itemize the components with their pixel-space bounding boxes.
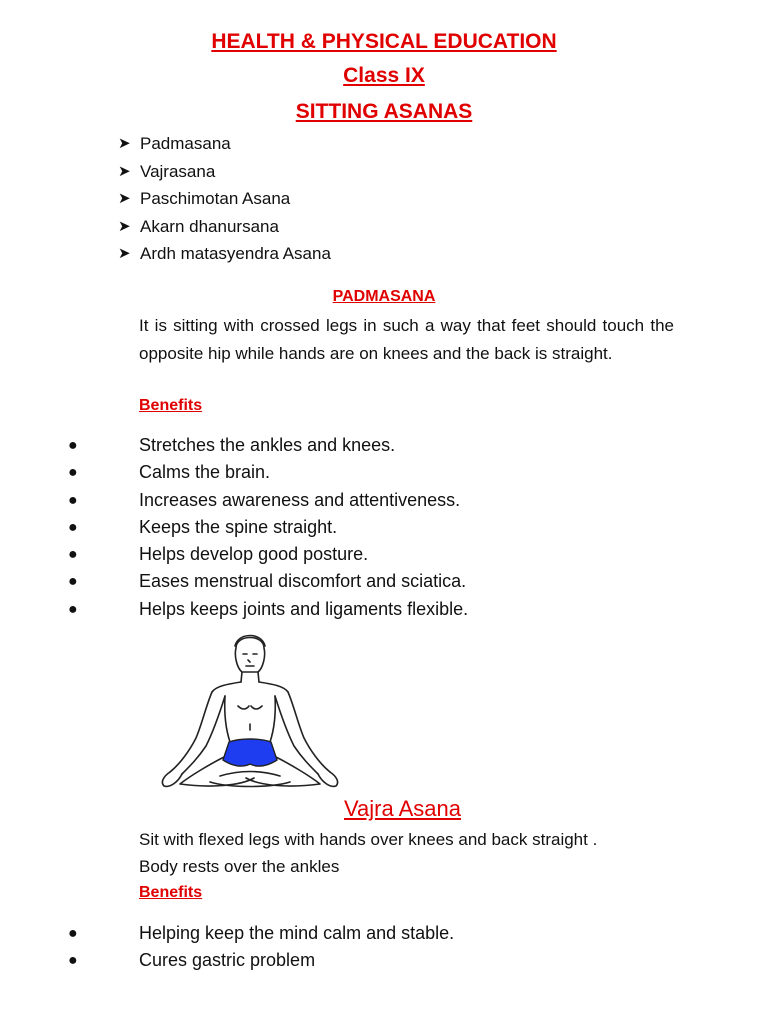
bullet-icon: ● [68,546,78,564]
vajrasana-benefits-label: Benefits [139,884,203,901]
arrow-bullet-icon: ➤ [118,190,131,207]
arrow-bullet-icon: ➤ [118,162,131,180]
arrow-bullet-icon: ➤ [118,217,131,235]
vajrasana-description-line1: Sit with flexed legs with hands over knees and back straight . [139,830,598,849]
bullet-icon: ● [68,518,78,536]
lotus-pose-illustration [150,626,355,794]
bullet-icon: ● [68,573,78,591]
meditating-figure-icon [150,626,355,794]
bullet-icon: ● [68,925,78,942]
list-item: ➤ Vajrasana [118,158,331,186]
padmasana-heading: PADMASANA [332,288,436,305]
bullet-icon: ● [68,437,78,454]
bullet-icon: ● [68,491,78,509]
bullet-icon: ● [68,600,78,618]
vajrasana-description-line2: Body rests over the ankles [139,857,340,876]
list-item: ➤ Padmasana [118,130,331,158]
list-item: ➤ Ardh matasyendra Asana [118,240,331,268]
arrow-bullet-icon: ➤ [118,135,131,152]
shorts-shape [223,739,277,766]
list-item: ➤ Akarn dhanursana [118,213,331,241]
padmasana-description: It is sitting with crossed legs in such a way that feet should touch the opposite hip while hands are on knees and the back is straight. [139,316,674,363]
topic-title: SITTING ASANAS [295,100,473,123]
asana-list [118,130,331,268]
padmasana-benefits-label: Benefits [139,397,203,414]
vajrasana-heading: Vajra Asana [343,796,461,821]
arrow-bullet-icon: ➤ [118,245,131,262]
list-item: ➤ Paschimotan Asana [118,185,331,213]
document-title: HEALTH & PHYSICAL EDUCATION [211,30,557,53]
bullet-icon: ● [68,464,78,482]
class-label: Class IX [343,64,425,87]
bullet-icon: ● [68,952,78,970]
